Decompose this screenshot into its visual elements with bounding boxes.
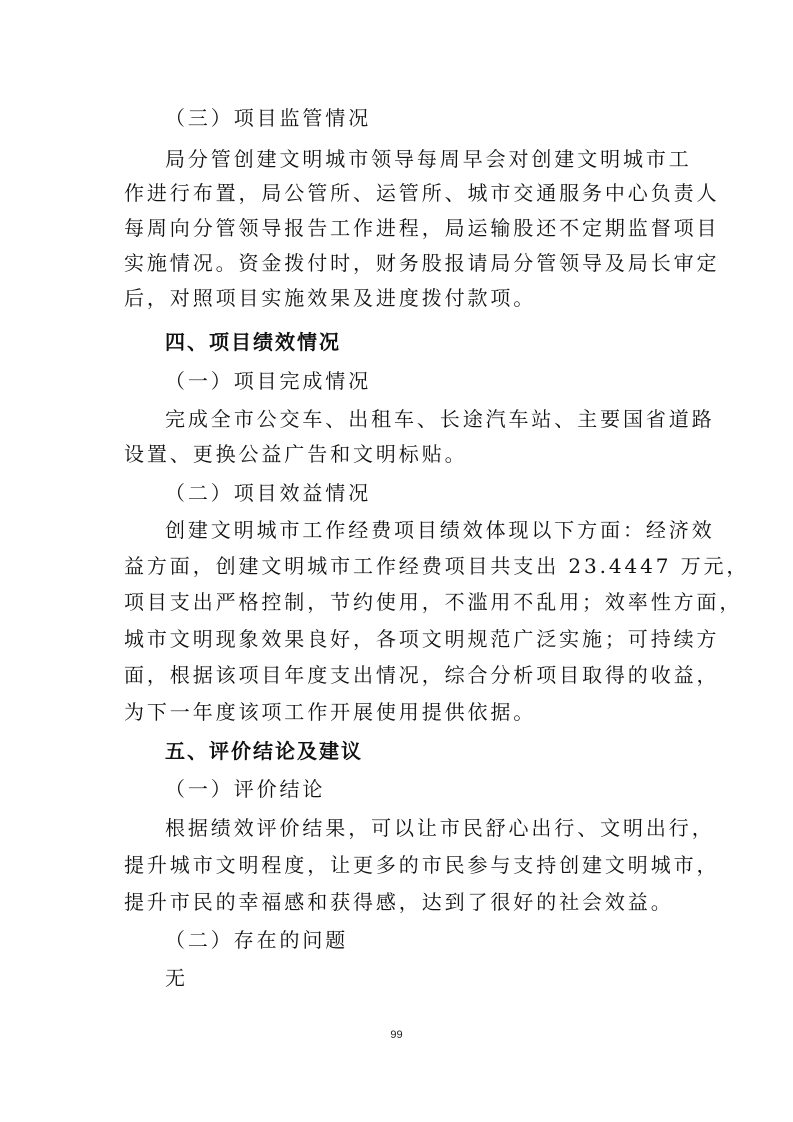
page-number: 99 bbox=[390, 1029, 403, 1041]
section-heading-project-monitoring: （三）项目监管情况 bbox=[165, 106, 372, 130]
section-heading-evaluation-conclusion: （一）评价结论 bbox=[165, 777, 326, 801]
paragraph-line: 无 bbox=[165, 966, 188, 990]
paragraph-line: 创建文明城市工作经费项目绩效体现以下方面：经济效 bbox=[165, 518, 715, 542]
paragraph-line: 益方面，创建文明城市工作经费项目共支出 23.4447 万元， bbox=[124, 554, 750, 578]
paragraph-line: 根据绩效评价结果，可以让市民舒心出行、文明出行， bbox=[165, 816, 715, 840]
paragraph-line: 局分管创建文明城市领导每周早会对创建文明城市工 bbox=[165, 147, 692, 171]
paragraph-line: 每周向分管领导报告工作进程，局运输股还不定期监督项目 bbox=[124, 216, 720, 240]
paragraph-line: 面，根据该项目年度支出情况，综合分析项目取得的收益， bbox=[124, 663, 720, 687]
paragraph-line: 实施情况。资金拨付时，财务股报请局分管领导及局长审定 bbox=[124, 251, 720, 275]
paragraph-line: 城市文明现象效果良好，各项文明规范广泛实施；可持续方 bbox=[124, 627, 720, 651]
section-title-performance: 四、项目绩效情况 bbox=[165, 330, 341, 354]
paragraph-line: 完成全市公交车、出租车、长途汽车站、主要国省道路 bbox=[165, 407, 715, 431]
paragraph-line: 项目支出严格控制，节约使用，不滥用不乱用；效率性方面， bbox=[124, 590, 743, 614]
paragraph-line: 提升市民的幸福感和获得感，达到了很好的社会效益。 bbox=[124, 890, 674, 914]
paragraph-line: 为下一年度该项工作开展使用提供依据。 bbox=[124, 700, 537, 724]
section-heading-benefit: （二）项目效益情况 bbox=[165, 481, 372, 505]
paragraph-line: 提升城市文明程度，让更多的市民参与支持创建文明城市， bbox=[124, 853, 720, 877]
section-heading-existing-problems: （二）存在的问题 bbox=[165, 928, 349, 952]
section-title-conclusion: 五、评价结论及建议 bbox=[165, 739, 363, 763]
paragraph-line: 作进行布置，局公管所、运管所、城市交通服务中心负责人 bbox=[124, 181, 720, 205]
paragraph-line: 后，对照项目实施效果及进度拨付款项。 bbox=[124, 286, 537, 310]
section-heading-completion: （一）项目完成情况 bbox=[165, 369, 372, 393]
paragraph-line: 设置、更换公益广告和文明标贴。 bbox=[124, 442, 468, 466]
